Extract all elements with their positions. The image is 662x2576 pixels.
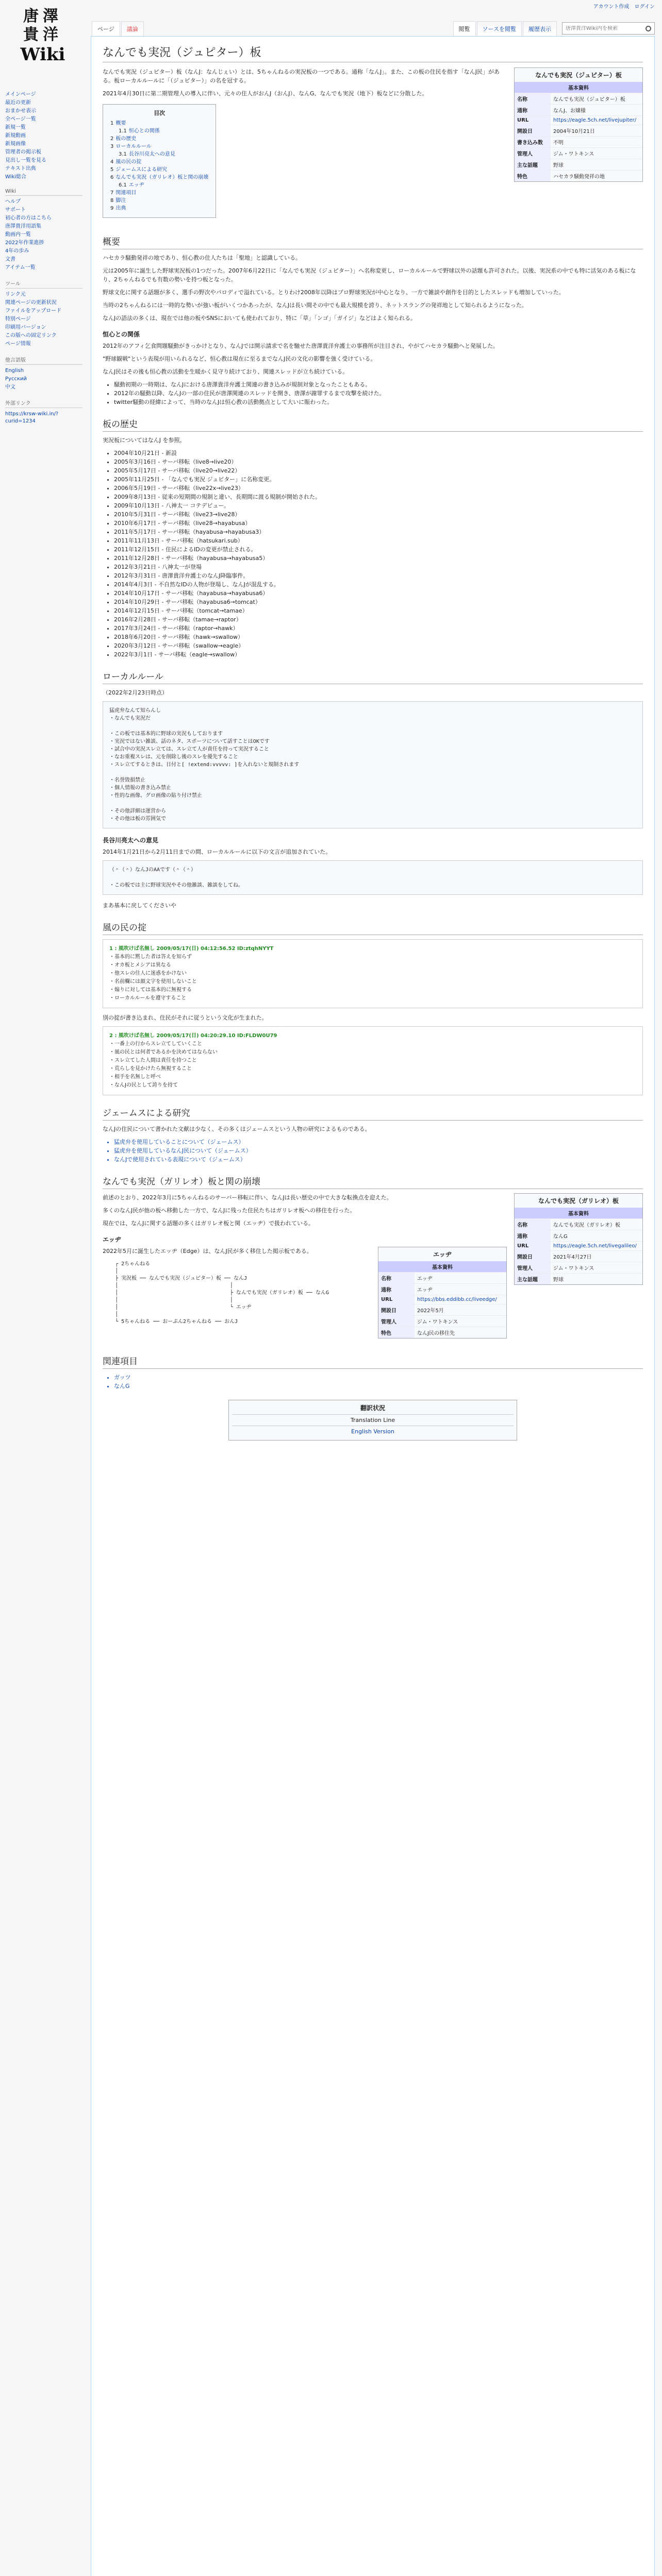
personal-link[interactable]: ログイン [634,4,655,10]
infobox-key: 特色 [515,171,551,182]
history-list [103,449,643,659]
infobox-value: エッヂ [415,1273,506,1284]
sidebar-item[interactable]: 初心者の方はこちら [5,215,52,221]
sidebar-item[interactable]: 全ページ一覧 [5,116,36,122]
toc-item[interactable] [110,166,208,174]
infobox-table [515,93,642,181]
sidebar-group [5,279,82,348]
infobox-row [515,1242,642,1251]
james-paragraph: なんJの住民について書かれた文献は少なく、その多くはジェームスという人物の研究によるものである。 [103,1126,371,1132]
post-line: ・名前欄には顔文字を使用しないこと [109,979,197,985]
list-item: • 騒動初期の一時期は、なんJにおける唐澤貴洋弁護士関連の書き込みが規制対象となったこともある。 [114,380,643,389]
toc-item[interactable] [110,127,208,135]
infobox-jupiter [514,67,643,182]
infobox-value: ジム・ワトキンス [551,148,642,159]
sidebar-group [5,399,82,426]
infobox-row [515,116,642,125]
infobox-section: 基本資料 [515,1208,642,1218]
page-title: なんでも実況（ジュピター）板 [103,44,643,62]
toc-number: 1 [110,121,114,126]
list-item: • 2014年10月17日 - サーバ移転（hayabusa→hayabusa6） [114,589,643,598]
toc-list [110,120,208,212]
infobox-row [515,1274,642,1285]
toc-item[interactable] [110,174,208,181]
infobox-title: なんでも実況（ガリレオ）板 [515,1194,642,1208]
list-item[interactable]: • ガッツ [114,1373,643,1382]
logo-line-1: 唐澤 [23,7,62,25]
toc-label[interactable]: 脚注 [115,198,126,204]
post-line: ・一番上の行からスレ立てしていくこと [109,1041,202,1047]
toc-title: 目次 [154,110,166,116]
infobox-key: 開設日 [378,1304,415,1316]
toc-number: 6.1 [119,182,127,188]
list-item: • 2012年3月21日 - 八神太一が登場 [114,563,643,571]
infobox-value: なんG [551,1230,642,1242]
sidebar-item[interactable]: 中文 [5,384,15,390]
list-item: • 2016年2月28日 - サーバ移転（tamae→raptor） [114,615,643,624]
logo-line-2: 貴洋 [23,26,62,44]
infobox-key: 名称 [378,1273,415,1284]
toc-number: 5 [110,167,114,173]
sidebar-item[interactable]: テキスト出典 [5,166,36,172]
toc-label[interactable]: 概要 [115,121,126,126]
infobox-key: 主な話題 [515,159,551,171]
search-icon[interactable] [646,26,651,31]
post-lines [109,1040,636,1090]
post-line: ・荒らしを見かけたら無視すること [109,1066,192,1072]
infobox-value: なんでも実況（ジュピター）板 [551,93,642,105]
sidebar-heading: Wiki [5,189,82,196]
infobox-key: 管理人 [378,1316,415,1327]
infobox-value: 野球 [551,1274,642,1285]
toc-label[interactable]: 恒心との関係 [128,128,160,134]
sidebar-item[interactable]: https://krsw-wiki.in/?curid=1234 [5,411,59,424]
infobox-row [515,171,642,182]
toc-number: 9 [110,206,114,211]
toc-number: 6 [110,175,114,180]
history-intro: 実況板についてはなんJ を参照。 [103,437,186,444]
relation-body [103,342,643,376]
localrule-date: （2022年2月23日時点） [103,689,168,696]
list-item: • 2010年5月31日 - サーバ移転（live23→live28） [114,510,643,519]
hasegawa-box: （＾（＾）なんJのAAです（＾（＾） ・この板では主に野球実況やその他雑談、雑談をしてね。 [103,860,643,895]
personal-tools [593,2,655,10]
paragraph: 野球文化に関する話題が多く、選手の野次やパロディで溢れている。とりわけ2008年以降はプロ野球実況が中心となり、一方で雑談や創作を目的としたスレッドも増加していった。 [103,289,565,296]
relation-list [103,380,643,406]
infobox-row [378,1316,506,1327]
sidebar-item[interactable]: Wiki総合 [5,174,27,180]
hasegawa-paragraph: 2014年1月21日から2月11日までの間、ローカルルールに以下の文言が追加されていた。 [103,849,332,855]
list-item: • 2017年3月24日 - サーバ移転（raptor→hawk） [114,624,643,633]
paragraph: なんJ民はその後も恒心教の活動を生暖かく見守り続けており、関連スレッドが立ち続けている。 [103,368,349,375]
list-item: • 2004年10月21日 - 新設 [114,449,643,457]
sidebar-item[interactable]: 最近の更新 [5,100,31,106]
post-line: ・他スレの住人に迷惑をかけない [109,971,187,976]
section-history-heading: 板の歴史 [103,417,643,432]
infobox-key: 開設日 [515,125,551,137]
infobox-row [515,125,642,137]
list-item: • 2014年4月3日 - 不自然なIDの人物が登場し、なんJが混乱する。 [114,580,643,589]
toc-label[interactable]: 長谷川亮太への意見 [128,151,175,157]
paragraph: 当時の2ちゃんねるには一時的な勢いが強い板がいくつかあったが、なんJは長い間その中でも最大規模を誇り、ネットスラングの発祥地として知られるようになった。 [103,302,527,309]
sidebar-item[interactable]: 4年の歩み [5,248,29,254]
infobox-key: 名称 [515,1219,551,1230]
wind-note: 別の掟が書き込まれ、住民がそれに従うという文化が生まれた。 [103,1014,268,1021]
paragraph: ハセカラ騒動発祥の地であり、恒心教の住人たちは「聖地」と認識している。 [103,255,301,261]
sidebar-group [5,355,82,392]
infobox-value[interactable]: https://eagle.5ch.net/livejupiter/ [551,116,642,125]
paragraph: 前述のとおり、2022年3月に5ちゃんねるのサーバー移転に伴い、なんJは長い歴史の中で大きな転換点を迎えた。 [103,1194,392,1201]
infobox-row [515,148,642,159]
board-lineage-tree: ┌ 2ちゃんねる │ ├ 実況板 ── なんでも実況（ジュピター）板 ── なんJ │ │ │ ├ なんでも実況（ガリレオ）板 ── なんG │ │ │ └ エッヂ │ └ 5ちゃんねる ── おーぷん2ちゃんねる ── おんJ [115,1261,329,1325]
infobox-row [515,1251,642,1262]
toc-number: 8 [110,198,114,204]
list-item: • 2009年8月13日 - 従来の短期間の規制と違い、長期間に渡る規制が開始された。 [114,493,643,501]
view-tab-2[interactable]: 履歴表示 [523,21,557,36]
list-item: • 2011年11月13日 - サーバ移転（hatsukari.sub） [114,536,643,545]
section-edge-heading: エッヂ [103,1236,121,1243]
personal-link[interactable]: アカウント作成 [593,4,630,10]
post-line: ・なんJの民として誇りを持て [109,1082,178,1088]
toc-label[interactable]: 板の歴史 [115,136,137,142]
section-overview-heading: 概要 [103,234,643,249]
infobox-key: 名称 [515,93,551,105]
view-tab-1[interactable]: ソースを閲覧 [477,21,522,36]
infobox-row [515,1230,642,1242]
toc-item[interactable] [110,197,208,205]
infobox-key: 管理人 [515,1262,551,1274]
infobox-key: 管理人 [515,148,551,159]
toc-item[interactable] [110,143,208,150]
toc-item[interactable] [110,205,208,212]
section-localrule-heading: ローカルルール [103,669,643,684]
infobox-key: 特色 [378,1327,415,1338]
infobox-key: 通称 [515,105,551,116]
sidebar-heading: 外部リンク [5,399,82,408]
infobox-galileo [514,1193,643,1285]
top-bar [0,0,662,19]
sidebar-item[interactable]: 関連ページの更新状況 [5,300,57,306]
list-item: • twitter騒動の経緯によって、当時のなんJは恒心教の活動拠点として大いに賑わった。 [114,398,643,406]
infobox-key: 主な話題 [515,1274,551,1285]
paragraph: 2012年のアフィ乞食問題騒動がきっかけとなり、なんJでは開示請求で名を馳せた唐澤貴洋弁護士の事務所が注目され、やがてハセカラ騒動へと発展した。 [103,343,499,349]
infobox-key: URL [378,1295,415,1304]
infobox-value: 不明 [551,137,642,148]
toc-number: 2 [110,136,114,142]
sidebar-item[interactable]: 新規動画 [5,133,26,139]
sidebar-item[interactable]: メインページ [5,92,36,97]
intro-paragraph-1: なんでも実況（ジュピター）板（なんJ：なんじぇい）とは、5ちゃんねるの実況板の一つである。通称「なんJ」。また、この板の住民を指す「なんJ民」がある。板ローカルルールに「（ジュピター）」の名を冠する。 [103,69,500,84]
section-wind-heading: 風の民の掟 [103,920,643,935]
paragraph: 現在では、なんJに関する話題の多くはガリレオ板と関（エッヂ）で扱われている。 [103,1220,315,1227]
infobox-row [378,1327,506,1338]
sidebar-item[interactable]: English [5,368,24,374]
infobox-table [378,1272,506,1338]
sidebar-group [5,189,82,272]
section-galileo-heading: なんでも実況（ガリレオ）板と関の崩壊 [103,1174,643,1189]
sidebar-heading: ツール [5,279,82,289]
post-line: ・風の民とは何者であるかを決めてはならない [109,1049,218,1055]
toc-item[interactable] [110,135,208,143]
list-item: • 2011年5月17日 - サーバ移転（hayabusa→hayabusa3） [114,528,643,536]
toc-number: 4 [110,159,114,165]
infobox-value: 野球 [551,159,642,171]
sidebar-item[interactable]: 見出し一覧を見る [5,158,46,163]
related-list [103,1373,643,1391]
localrule-box: 猛虎弁なんて知らんし ・なんでも実況だ ・この板では基本的に野球の実況もしております ・実況ではない雑談、話のネタ、スポーツについて話すことはOKです ・試合中の実況スレ立ては、スレ立て人が責任を持って実況すること ・なお重複スレは、元を削除し後のスレを優先すること ・スレ立てするときは、日付と[ !extend:vvvvv: ]を入れないと規制されます ・名誉毀損禁止 ・個人情報の書き込み禁止 ・性的な画像、グロ画像の貼り付け禁止 ・その他詳細は運営から ・その他は板の雰囲気で [103,701,643,828]
infobox-row [515,159,642,171]
sidebar-item[interactable]: ファイルをアップロード [5,308,62,314]
section-james-heading: ジェームスによる研究 [103,1106,643,1121]
infobox-value: なんJ、お嬢様 [551,105,642,116]
toc-number: 7 [110,190,114,196]
list-item[interactable]: • 猛虎弁を使用していることについて（ジェームス） [114,1138,643,1146]
sidebar-item[interactable]: サポート [5,207,26,213]
paragraph: なんJの語法の多くは、現在では他の板やSNSにおいても使われており、特に「草」「ンゴ」「ガイジ」などはよく知られる。 [103,315,417,321]
tab-1[interactable]: 議論 [121,21,144,36]
post-line: ・基本的に黙した者は答えを知らず [109,954,192,960]
toc-number: 1.1 [119,128,127,134]
list-item: • 2011年12月15日 - 住民によるIDの変更が禁止される。 [114,545,643,554]
toc-label[interactable]: ジェームスによる研究 [115,167,168,173]
toc-item[interactable] [110,150,208,158]
toc-item[interactable] [110,120,208,127]
list-item: • 2012年3月31日 - 唐澤貴洋弁護士のなんJ降臨事件。 [114,571,643,580]
edge-paragraph: 2022年5月に誕生したエッヂ（Edge）は、なんJ民が多く移住した掲示板である。 [103,1248,312,1255]
infobox-key: URL [515,116,551,125]
infobox-value: ジム・ワトキンス [415,1316,506,1327]
post-line: ・ローカルルールを遵守すること [109,995,187,1001]
list-item: • 2020年3月12日 - サーバ移転（swallow→eagle） [114,641,643,650]
infobox-row [515,93,642,105]
section-related-heading: 関連項目 [103,1354,643,1369]
list-item: • 2009年10月13日 - 八神太一 コテデビュー。 [114,501,643,510]
paragraph: "野球観戦"という表現が用いられるなど、恒心教は現在に至るまでなんJ民の文化の影響を強く受けている。 [103,355,376,362]
list-item[interactable]: • 猛虎弁を使用しているなんJ民について（ジェームス） [114,1146,643,1155]
infobox-title: なんでも実況（ジュピター）板 [515,68,642,82]
infobox-value: 2021年4月27日 [551,1251,642,1262]
toc-label[interactable]: 関連項目 [115,190,137,196]
post-lines [109,953,636,1003]
main-content [91,36,655,2576]
list-item: • 2022年3月1日 - サーバ移転（eagle→swallow） [114,650,643,659]
infobox-row [515,1219,642,1230]
view-tabs [453,21,655,36]
post-header: 2 : 風吹けば名無し 2009/05/17(日) 04:20:29.10 ID:FLDW0U79 [109,1033,277,1039]
infobox-table [515,1218,642,1284]
infobox-key: 開設日 [515,1251,551,1262]
list-item: • 2014年10月29日 - サーバ移転（hayabusa6→tomcat） [114,598,643,606]
translation-subtitle: Translation Line [350,1417,395,1423]
sidebar-item[interactable]: Русский [5,376,27,382]
toc-item[interactable] [110,181,208,189]
sidebar-item[interactable]: 新規画像 [5,141,26,147]
wind-post-1 [103,939,643,1008]
logo-line-3: Wiki [20,44,65,65]
post-line: ・相手を名無しと呼べ [109,1074,161,1080]
translation-link[interactable]: English Version [232,1426,514,1437]
list-item[interactable]: • なんG [114,1382,643,1391]
infobox-row [378,1284,506,1295]
sidebar-item[interactable]: ページ情報 [5,341,31,347]
infobox-row [515,137,642,148]
view-tab-0[interactable]: 閲覧 [453,21,476,36]
infobox-section: 基本資料 [378,1261,506,1272]
toc-label[interactable]: 出典 [115,206,126,211]
infobox-row [515,105,642,116]
sidebar-item[interactable]: 新規一覧 [5,125,26,130]
infobox-row [378,1304,506,1316]
infobox-row [378,1273,506,1284]
search-box[interactable] [562,22,655,35]
toc-number: 3.1 [119,151,127,157]
section-hasegawa-heading: 長谷川亮太への意見 [103,837,159,844]
sidebar-item[interactable]: 特別ページ [5,316,31,322]
infobox-key: 書き込み数 [515,137,551,148]
toc-label[interactable]: 風の民の掟 [115,159,142,165]
list-item: • 2005年11月25日 - 「なんでも実況 ジュピター」に名称変更。 [114,475,643,484]
sidebar-item[interactable]: 2022年作業進捗 [5,240,44,246]
infobox-value: 2004年10月21日 [551,125,642,137]
toc-label[interactable]: なんでも実況（ガリレオ）板と関の崩壊 [115,175,209,180]
translation-title: 翻訳状況 [232,1403,514,1415]
infobox-value: 2022年5月 [415,1304,506,1316]
list-item: • 2010年6月17日 - サーバ移転（live28→hayabusa） [114,519,643,528]
infobox-value: ジム・ワトキンス [551,1262,642,1274]
toc-item[interactable] [110,189,208,197]
sidebar-item[interactable]: 文書 [5,257,15,262]
toc-item[interactable] [110,158,208,166]
infobox-key: 通称 [378,1284,415,1295]
sidebar-heading: 他言語版 [5,355,82,365]
post-line: ・煽りに対しては基本的に無視する [109,987,192,993]
list-item[interactable]: • なんJで使用されている表現について（ジェームス） [114,1155,643,1164]
james-list [103,1138,643,1164]
overview-body [103,253,643,323]
hasegawa-tail: まあ基本に戻してくださいや [103,902,176,909]
search-input[interactable] [566,26,646,31]
list-item: • 2014年12月15日 - サーバ移転（tomcat→tamae） [114,606,643,615]
post-line: ・オカ板とメシアは異なる [109,962,171,968]
infobox-value[interactable]: https://eagle.5ch.net/livegalileo/ [551,1242,642,1251]
infobox-value: エッヂ [415,1284,506,1295]
infobox-section: 基本資料 [515,82,642,93]
infobox-value: なんJ民の移住先 [415,1327,506,1338]
toc-number: 3 [110,144,114,149]
paragraph: 元は2005年に誕生した野球実況板の1つだった。2007年6月22日に「なんでも実況（ジュピター）」へ名称変更し、ローカルルールで野球以外の話題も許可された。以後、実況系の中でも特に活気のある板になり、2ちゃんねるでも有数の勢いを持つ板となった。 [103,267,636,283]
toc-label[interactable]: ローカルルール [115,144,152,149]
infobox-key: URL [515,1242,551,1251]
section-relation-heading: 恒心との関係 [103,331,140,338]
sidebar-item[interactable]: 動画内一覧 [5,232,31,238]
infobox-title: エッヂ [378,1247,506,1261]
list-item: • 2005年5月17日 - サーバ移転（live20→live22） [114,466,643,475]
list-item: • 2011年12月28日 - サーバ移転（hayabusa→hayabusa5） [114,554,643,563]
post-line: ・スレ立てした人間は責任を持つこと [109,1058,197,1063]
sidebar-item[interactable]: 管理者の掲示板 [5,149,41,155]
wind-post-2 [103,1026,643,1095]
namespace-tabs [92,21,145,36]
site-logo[interactable] [9,7,76,74]
sidebar-item[interactable]: この版への固定リンク [5,333,57,338]
infobox-value: ハセカラ騒動発祥の地 [551,171,642,182]
sidebar-item[interactable]: アイテム一覧 [5,265,36,270]
sidebar [5,91,82,433]
post-header: 1 : 風吹けば名無し 2009/05/17(日) 04:12:56.52 ID:ztqhNYYT [109,946,274,952]
paragraph: 多くのなんJ民が他の板へ移動した一方で、なんJに残った住民たちはガリレオ板への移住を行った。 [103,1207,356,1214]
sidebar-item[interactable]: ヘルプ [5,199,21,205]
sidebar-item[interactable]: 唐澤貴洋用語集 [5,224,41,229]
sidebar-group [5,91,82,181]
infobox-row [378,1295,506,1304]
infobox-value: なんでも実況（ガリレオ）板 [551,1219,642,1230]
infobox-row [515,1262,642,1274]
sidebar-item[interactable]: リンク元 [5,292,26,297]
list-item: • 2006年5月19日 - サーバ移転（live22x→live23） [114,484,643,493]
sidebar-item[interactable]: 印刷用バージョン [5,325,46,330]
translation-box [228,1400,517,1440]
toc-label[interactable]: エッヂ [128,182,144,188]
infobox-edge [378,1247,507,1338]
tab-0[interactable]: ページ [92,21,120,36]
infobox-value[interactable]: https://bbs.eddibb.cc/liveedge/ [415,1295,506,1304]
infobox-key: 通称 [515,1230,551,1242]
sidebar-item[interactable]: おまかせ表示 [5,108,36,114]
list-item: • 2018年6月20日 - サーバ移転（hawk→swallow） [114,633,643,641]
table-of-contents [103,104,216,218]
list-item: • 2012年の騒動以降、なんJの一部の住民が唐澤関連のスレッドを開き、唐澤が謝罪するまで攻撃を続けた。 [114,389,643,398]
intro-paragraph-2: 2021年4月30日に第二期管理人の導入に伴い、元々の住人がおんJ（おんJ）、なんG、なんでも実況（地下）板などに分散した。 [103,90,428,97]
list-item: • 2005年3月16日 - サーバ移転（live8→live20） [114,457,643,466]
